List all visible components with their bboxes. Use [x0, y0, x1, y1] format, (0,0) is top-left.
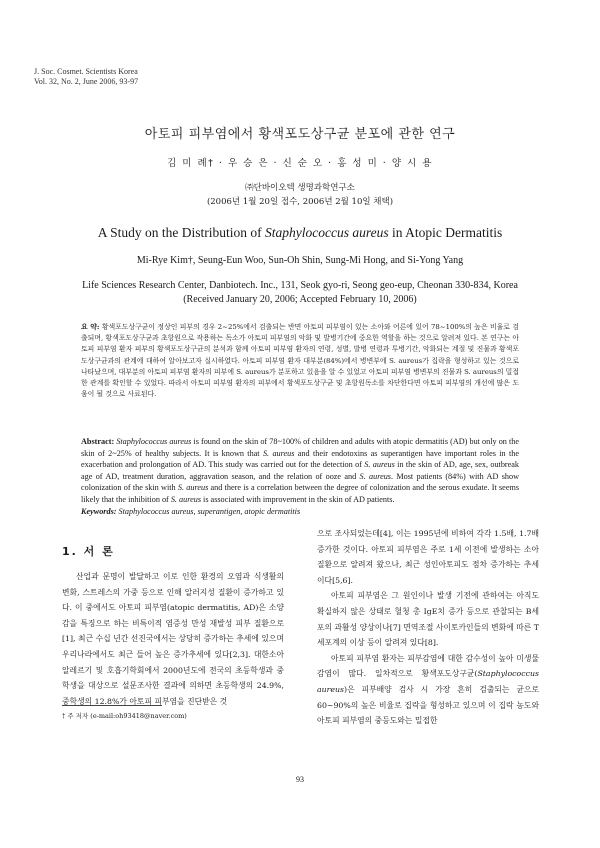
keywords — [81, 507, 519, 516]
journal-name: J. Soc. Cosmet. Scientists Korea — [34, 67, 138, 76]
abstract-species-5: S. aureus — [177, 483, 209, 493]
english-title-pre: A Study on the Distribution of — [97, 225, 266, 240]
abstract-text-6: is associated with improvement in the skin of AD patients. — [201, 494, 395, 504]
english-affiliation: Life Sciences Research Center, Danbiotech. Inc., 131, Seok gyo-ri, Seong geo-eup, Cheonan 330-834, Korea — [82, 280, 518, 291]
english-received-dates: (Received January 20, 2006; Accepted February 10, 2006) — [183, 294, 417, 305]
right-paragraph-3 — [317, 651, 539, 729]
abstract-text-2: and their endotoxins as superantigen have important roles in the exacerbation and prolongation of AD. This study was carried out for the detection of — [81, 448, 519, 470]
keywords-text: Staphylococcus aureus, superantigen, atopic dermatitis — [118, 507, 301, 516]
right-paragraph-1: 으로 조사되었는데[4], 이는 1995년에 비하여 각각 1.5배, 1.7배 증가한 것이다. 아토피 피부염은 주로 1세 이전에 발생하는 소아질환으로 알려져 왔으나, 최근 성인아토피도 점차 증가하는 추세이다[5,6]. — [317, 529, 539, 585]
section-heading-introduction: 1. 서 론 — [62, 545, 115, 558]
korean-title: 아토피 피부염에서 황색포도상구균 분포에 관한 연구 — [144, 127, 456, 142]
english-authors: Mi-Rye Kim†, Seung-Eun Woo, Sun-Oh Shin, Sung-Mi Hong, and Si-Yong Yang — [136, 255, 464, 266]
page-number: 93 — [296, 775, 304, 784]
abstract-text-5: and there is a correlation between the degree of colonization and the serous exudate. It seems likely that the inhibition of — [81, 483, 520, 504]
abstract-species-2: S. aureus — [262, 448, 295, 458]
journal-header — [34, 67, 138, 87]
korean-abstract — [81, 322, 519, 400]
korean-institution: ㈜단바이오텍 생명과학연구소 — [245, 183, 355, 193]
footnote: † 주 저자 (e-mail:oh93418@naver.com) — [62, 712, 187, 720]
abstract-text-4: . Most patients (84%) with AD show colonization of the skin with — [81, 471, 519, 493]
english-title-post: in Atopic Dermatitis — [388, 225, 503, 240]
korean-received-dates: (2006년 1월 20일 접수, 2006년 2월 10일 채택) — [206, 197, 394, 207]
korean-abstract-text: 황색포도상구균이 정상인 피부의 경우 2~25%에서 검출되는 반면 아토피 피부염이 있는 소아와 어른에 있어 78~100%의 높은 비율로 검출되며, 황색포도상구균과 초항원으로 작용하는 독소가 아토피 피부염의 악화 및 발병기간에 중요한 역할을 하는 것으로 알려져 있다. 본 연구는 아토피 피부염 환자 피부의 황색포도상구균의 분석과 함께 아토피 피부염 환자의 연령, 성별, 발병 연령과 투병기간, 악화되는 계절 및 진물과 황색포도상구균과의 관계에 대하여 알아보고자 실시하였다. 아토피 피부염 환자 대부분(84%)에서 병변부에 S. aureus가 집락을 형성하고 있는 것으로 나타났으며, 대부분의 아토피 피부염 환자의 피부에 S. aureus가 분포하고 있음을 알 수 있었고 아토피 피부염 병변부의 진물과 S. aureus의 밀접한 관계를 확인할 수 있었다. 따라서 아토피 피부염 환자의 피부에서 황색포도상구균 및 초항원독소를 차단한다면 아토피 피부염의 개선에 많은 도움이 될 것으로 사료된다. — [81, 323, 519, 399]
english-title-species: Staphylococcus aureus — [265, 225, 389, 240]
abstract-text-1: is found on the skin of 78~100% of children and adults with atopic dermatitis (AD) but only on the skin of 2~25% of healthy subjects. It is known that — [81, 437, 519, 458]
left-column-text: 산업과 문명이 발달하고 이로 인한 환경의 오염과 식생활의 변화, 스트레스의 가중 등으로 인해 알러지성 질환이 증가하고 있다. 이 중에서도 아토피 피부염(atopic dermatitis, AD)은 소양감을 특징으로 하는 비특이적 염증성 만성 재발성 피부 질환으로[1], 최근 수십 년간 선진국에서는 상당히 증가하는 추세에 있으며 우리나라에서도 최근 들어 높은 증가추세에 있다[2,3]. 대한소아알레르기 및 호흡기학회에서 2000년도에 전국의 초등학생과 중학생을 대상으로 설문조사한 결과에 의하면 초등학생의 24.9%, 중학생의 12.8%가 아토피 피부염을 진단받은 것 — [62, 572, 284, 706]
abstract-species-4: S. aureus — [359, 471, 391, 481]
abstract-species-3: S. aureus — [364, 460, 395, 470]
english-affiliation-block — [0, 279, 600, 307]
abstract-text-3: in the skin of AD, age, sex, outbreak age of AD, treatment duration, aggravation season, and the relation of ooze and — [81, 460, 519, 481]
abstract-species-6: S. aureus — [170, 494, 201, 504]
korean-authors: 김 미 례† · 우 승 은 · 신 순 오 · 홍 성 미 · 양 시 용 — [167, 158, 433, 169]
right-column — [317, 526, 539, 729]
footnote-divider — [62, 705, 162, 706]
right-paragraph-3-species: Staphylococcus aureus — [317, 669, 539, 694]
right-paragraph-3-a: 아토피 피부염 환자는 피부감염에 대한 감수성이 높아 미생물 감염이 많다. 일차적으로 황색포도상구균( — [317, 653, 539, 679]
keywords-label: Keywords: — [81, 507, 117, 516]
english-abstract — [81, 436, 519, 506]
right-paragraph-2: 아토피 피부염은 그 원인이나 발생 기전에 관하여는 아직도 확실하지 않은 상태로 혈청 총 IgE치 증가 등으로 관찰되는 B세포의 과활성 양상이나[7] 면역조절 사이토카인들의 변화에 따른 T세포계의 이상 등이 알려져 있다[8]. — [317, 591, 539, 648]
abstract-species-1: Staphylococcus aureus — [116, 437, 192, 446]
right-paragraph-3-b: )은 피부배양 검사 시 가장 흔히 검출되는 균으로 60~90%의 높은 비율로 집락을 형성하고 있으며 이 집락 농도와 아토피 피부염의 중등도와는 밀접한 — [317, 684, 539, 726]
english-abstract-label: Abstract: — [81, 437, 115, 446]
english-title — [0, 225, 600, 241]
journal-issue: Vol. 32, No. 2, June 2006, 93-97 — [34, 77, 139, 86]
korean-abstract-label: 요 약: — [81, 323, 100, 331]
